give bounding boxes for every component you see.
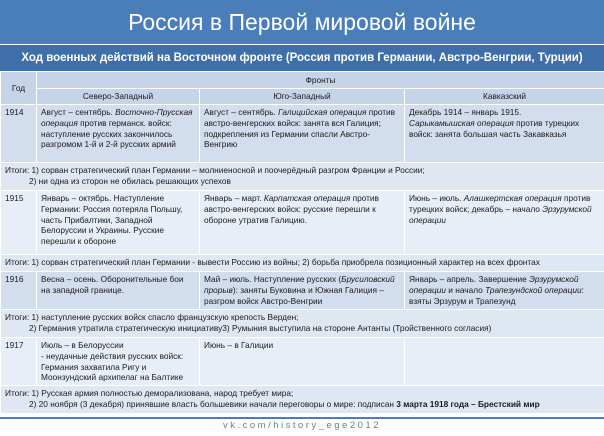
header-year: Год xyxy=(1,72,37,105)
cell-1915-southwest: Январь – март. Карпатская операция против австро-венгерских войск: русские перешли к обороне утратив Галицию. xyxy=(200,191,405,255)
summary-row-1915 xyxy=(1,255,604,272)
summary-1917: Итоги: 1) Русская армия полностью деморализована, народ требует мира; 2) 20 ноября (3 декабря) принявшие власть большевики начали переговоры о мире: подписан 3 марта 1918 года – Брестский мир xyxy=(1,386,604,414)
table-row-1916 xyxy=(1,272,604,310)
cell-1914-northwest: Август – сентябрь. Восточно-Прусская операция против германск. войск: наступление русских закончилось разгромом 1-й и 2-й русских армий xyxy=(37,105,200,163)
war-table xyxy=(0,71,604,414)
footer-watermark: vk.com/history_ege2012 xyxy=(223,420,381,431)
summary-1914: Итоги: 1) сорван стратегический план Германии – молниеносной и поочерёдный разгром Франции и России; 2) ни одна из сторон не обилась решающих успехов xyxy=(1,163,604,191)
summary-row-1916 xyxy=(1,310,604,338)
table-row-1915 xyxy=(1,191,604,255)
header-northwest: Северо-Западный xyxy=(37,89,200,105)
year-cell: 1916 xyxy=(1,272,37,310)
cell-1916-caucasus: Январь – апрель. Завершение Эрзурумской операции и начало Трапезундской операции: взяты Эрзурум и Трапезунд xyxy=(405,272,604,310)
header-caucasus: Кавказский xyxy=(405,89,604,105)
header-fronts: Фронты xyxy=(37,72,604,89)
cell-1915-caucasus: Июнь – июль. Алашкертская операция против турецких войск; декабрь – начало Эрзурумской операции xyxy=(405,191,604,255)
cell-1917-northwest: Июль – в Белоруссии - неудачные действия русских войск: Германия захватила Ригу и Моонзундский архипелаг на Балтике xyxy=(37,338,200,386)
summary-1916: Итоги: 1) наступление русских войск спасло французскую крепость Верден; 2) Германия утратила стратегическую инициативу3) Румыния выступила на стороне Антанты (Тройственного согласия) xyxy=(1,310,604,338)
table-row-1914 xyxy=(1,105,604,163)
cell-1916-northwest: Весна – осень. Оборонительные бои на западной границе. xyxy=(37,272,200,310)
cell-1916-southwest: Май – июль. Наступление русских (Брусиловский прорыв): заняты Буковина и Южная Галиция – разгром войск Австро-Венгрии xyxy=(200,272,405,310)
cell-1914-southwest: Август – сентябрь. Галицийская операция против австро-венгерских войск: занята вся Галиция; подкрепления из Германии спасли Австро-Венгрию xyxy=(200,105,405,163)
summary-row-1914 xyxy=(1,163,604,191)
table-row-1917 xyxy=(1,338,604,386)
table-subtitle: Ход военных действий на Восточном фронте (Россия против Германии, Австро-Венгрии, Турции) xyxy=(0,44,604,71)
cell-1915-northwest: Январь – октябрь. Наступление Германии: Россия потеряла Польшу, часть Прибалтики, Западной Белоруссии и Украины. Русские перешли к обороне xyxy=(37,191,200,255)
cell-1914-caucasus: Декабрь 1914 – январь 1915. Сарыкамышская операция против турецких войск: занята большая часть Закавказья xyxy=(405,105,604,163)
year-cell: 1915 xyxy=(1,191,37,255)
year-cell: 1917 xyxy=(1,338,37,386)
page-title: Россия в Первой мировой войне xyxy=(0,0,604,44)
cell-1917-caucasus xyxy=(405,338,604,386)
footer-divider xyxy=(0,417,604,419)
header-southwest: Юго-Западный xyxy=(200,89,405,105)
summary-row-1917 xyxy=(1,386,604,414)
summary-1915: Итоги: 1) сорван стратегический план Германии - вывести Россию из войны; 2) борьба приобрела позиционный характер на всех фронтах xyxy=(1,255,604,272)
year-cell: 1914 xyxy=(1,105,37,163)
cell-1917-southwest: Июнь – в Галиции xyxy=(200,338,405,386)
